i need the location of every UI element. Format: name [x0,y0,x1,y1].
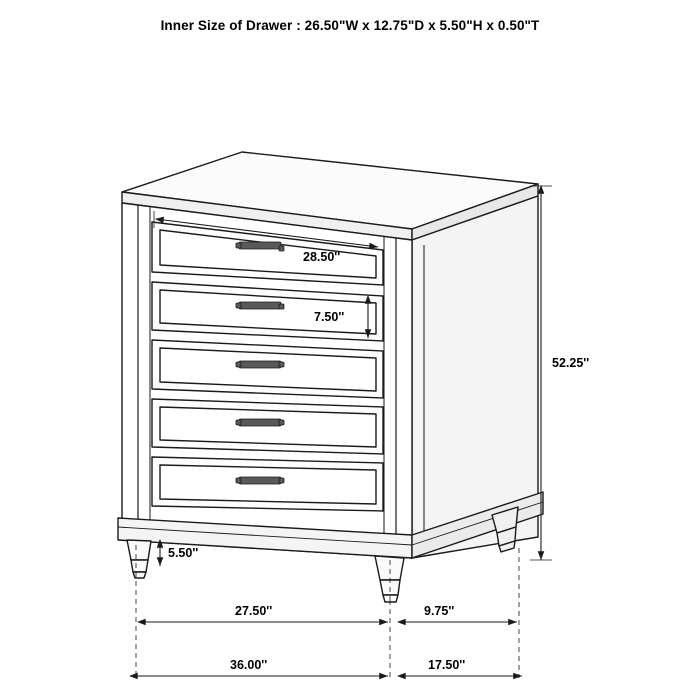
dim-label-front-width: 27.50'' [235,604,273,618]
leg-front-left [127,540,151,578]
leg-back-right [492,507,518,552]
dim-label-overall-width: 36.00'' [230,658,268,672]
dim-label-side-depth: 9.75'' [424,604,455,618]
dim-label-overall-depth: 17.50'' [428,658,466,672]
dim-label-total-height: 52.25'' [552,356,590,370]
drawer-front-4-inner [160,407,376,447]
drawer-pull-5 [236,477,284,484]
chest-body [118,152,543,602]
dim-label-drawer-width: 28.50'' [303,250,341,264]
drawer-pull-4 [236,419,284,426]
dim-label-drawer-height: 7.50'' [314,310,345,324]
drawer-front-5-inner [160,465,376,504]
dim-label-leg-height: 5.50'' [168,546,199,560]
drawer-pull-2 [236,302,284,309]
page-title: Inner Size of Drawer : 26.50"W x 12.75"D x 5.50"H x 0.50"T [160,18,540,33]
leg-front-right [375,556,404,602]
drawer-pull-3 [236,361,284,368]
